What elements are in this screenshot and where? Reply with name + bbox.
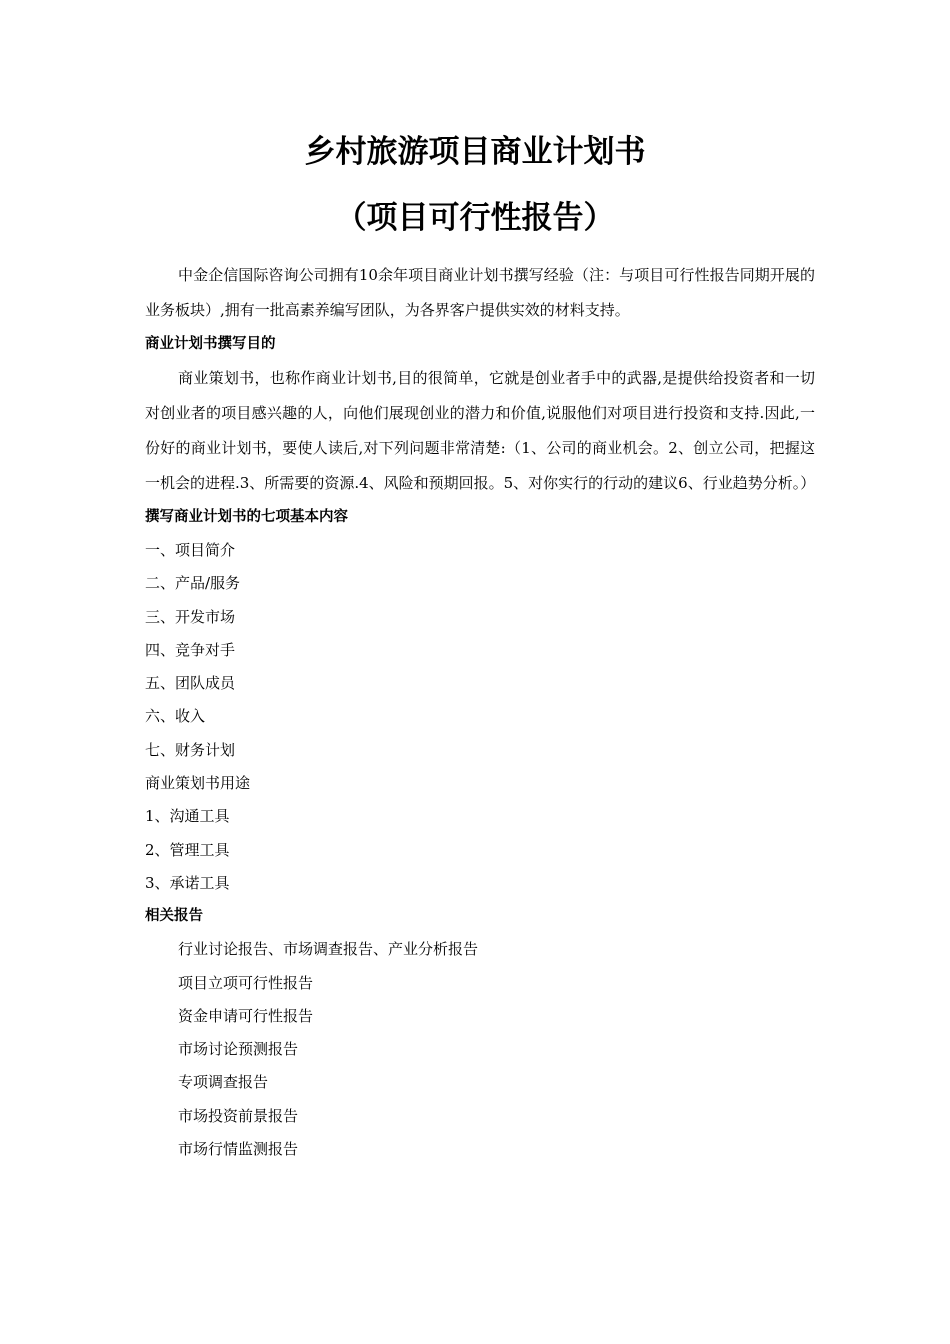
contents-item: 四、竞争对手 <box>145 640 236 659</box>
purpose-heading: 商业计划书撰写目的 <box>145 336 276 352</box>
intro-paragraph: 中金企信国际咨询公司拥有10余年项目商业计划书撰写经验（注：与项目可行性报告同期开展的业务板块）,拥有一批高素养编写团队，为各界客户提供实效的材料支持。 <box>145 266 815 319</box>
contents-heading: 撰写商业计划书的七项基本内容 <box>145 509 348 525</box>
related-item: 市场讨论预测报告 <box>178 1040 299 1059</box>
contents-item: 七、财务计划 <box>145 740 236 759</box>
contents-item: 一、项目简介 <box>145 541 236 559</box>
related-item: 资金申请可行性报告 <box>178 1006 314 1025</box>
document-subtitle: （项目可行性报告） <box>335 200 615 236</box>
related-heading: 相关报告 <box>145 908 203 925</box>
uses-item: 3、承诺工具 <box>145 873 230 892</box>
related-item: 市场行情监测报告 <box>178 1140 299 1159</box>
document-body <box>145 258 815 1166</box>
purpose-paragraph: 商业策划书，也称作商业计划书,目的很简单，它就是创业者手中的武器,是提供给投资者和一切对创业者的项目感兴趣的人，向他们展现创业的潜力和价值,说服他们对项目进行投资和支持.因此,一份好的商业计划书，要使人读后,对下列问题非常清楚:（1、公司的商业机会。2、创立公司，把握这一机会的进程.3、所需要的资源.4、风险和预期回报。5、对你实行的行动的建议6、行业趋势分析。） <box>145 369 816 492</box>
contents-item: 三、开发市场 <box>145 607 236 626</box>
related-item: 市场投资前景报告 <box>178 1106 299 1125</box>
related-item: 行业讨论报告、市场调查报告、产业分析报告 <box>178 940 479 959</box>
contents-item: 二、产品/服务 <box>145 574 241 593</box>
uses-item: 2、管理工具 <box>145 840 230 859</box>
uses-heading: 商业策划书用途 <box>145 774 251 793</box>
document-title: 乡村旅游项目商业计划书 <box>304 134 646 170</box>
uses-item: 1、沟通工具 <box>145 807 230 826</box>
contents-item: 五、团队成员 <box>145 674 236 693</box>
related-item: 专项调查报告 <box>178 1073 269 1092</box>
related-item: 项目立项可行性报告 <box>178 973 314 992</box>
contents-item: 六、收入 <box>145 707 206 726</box>
